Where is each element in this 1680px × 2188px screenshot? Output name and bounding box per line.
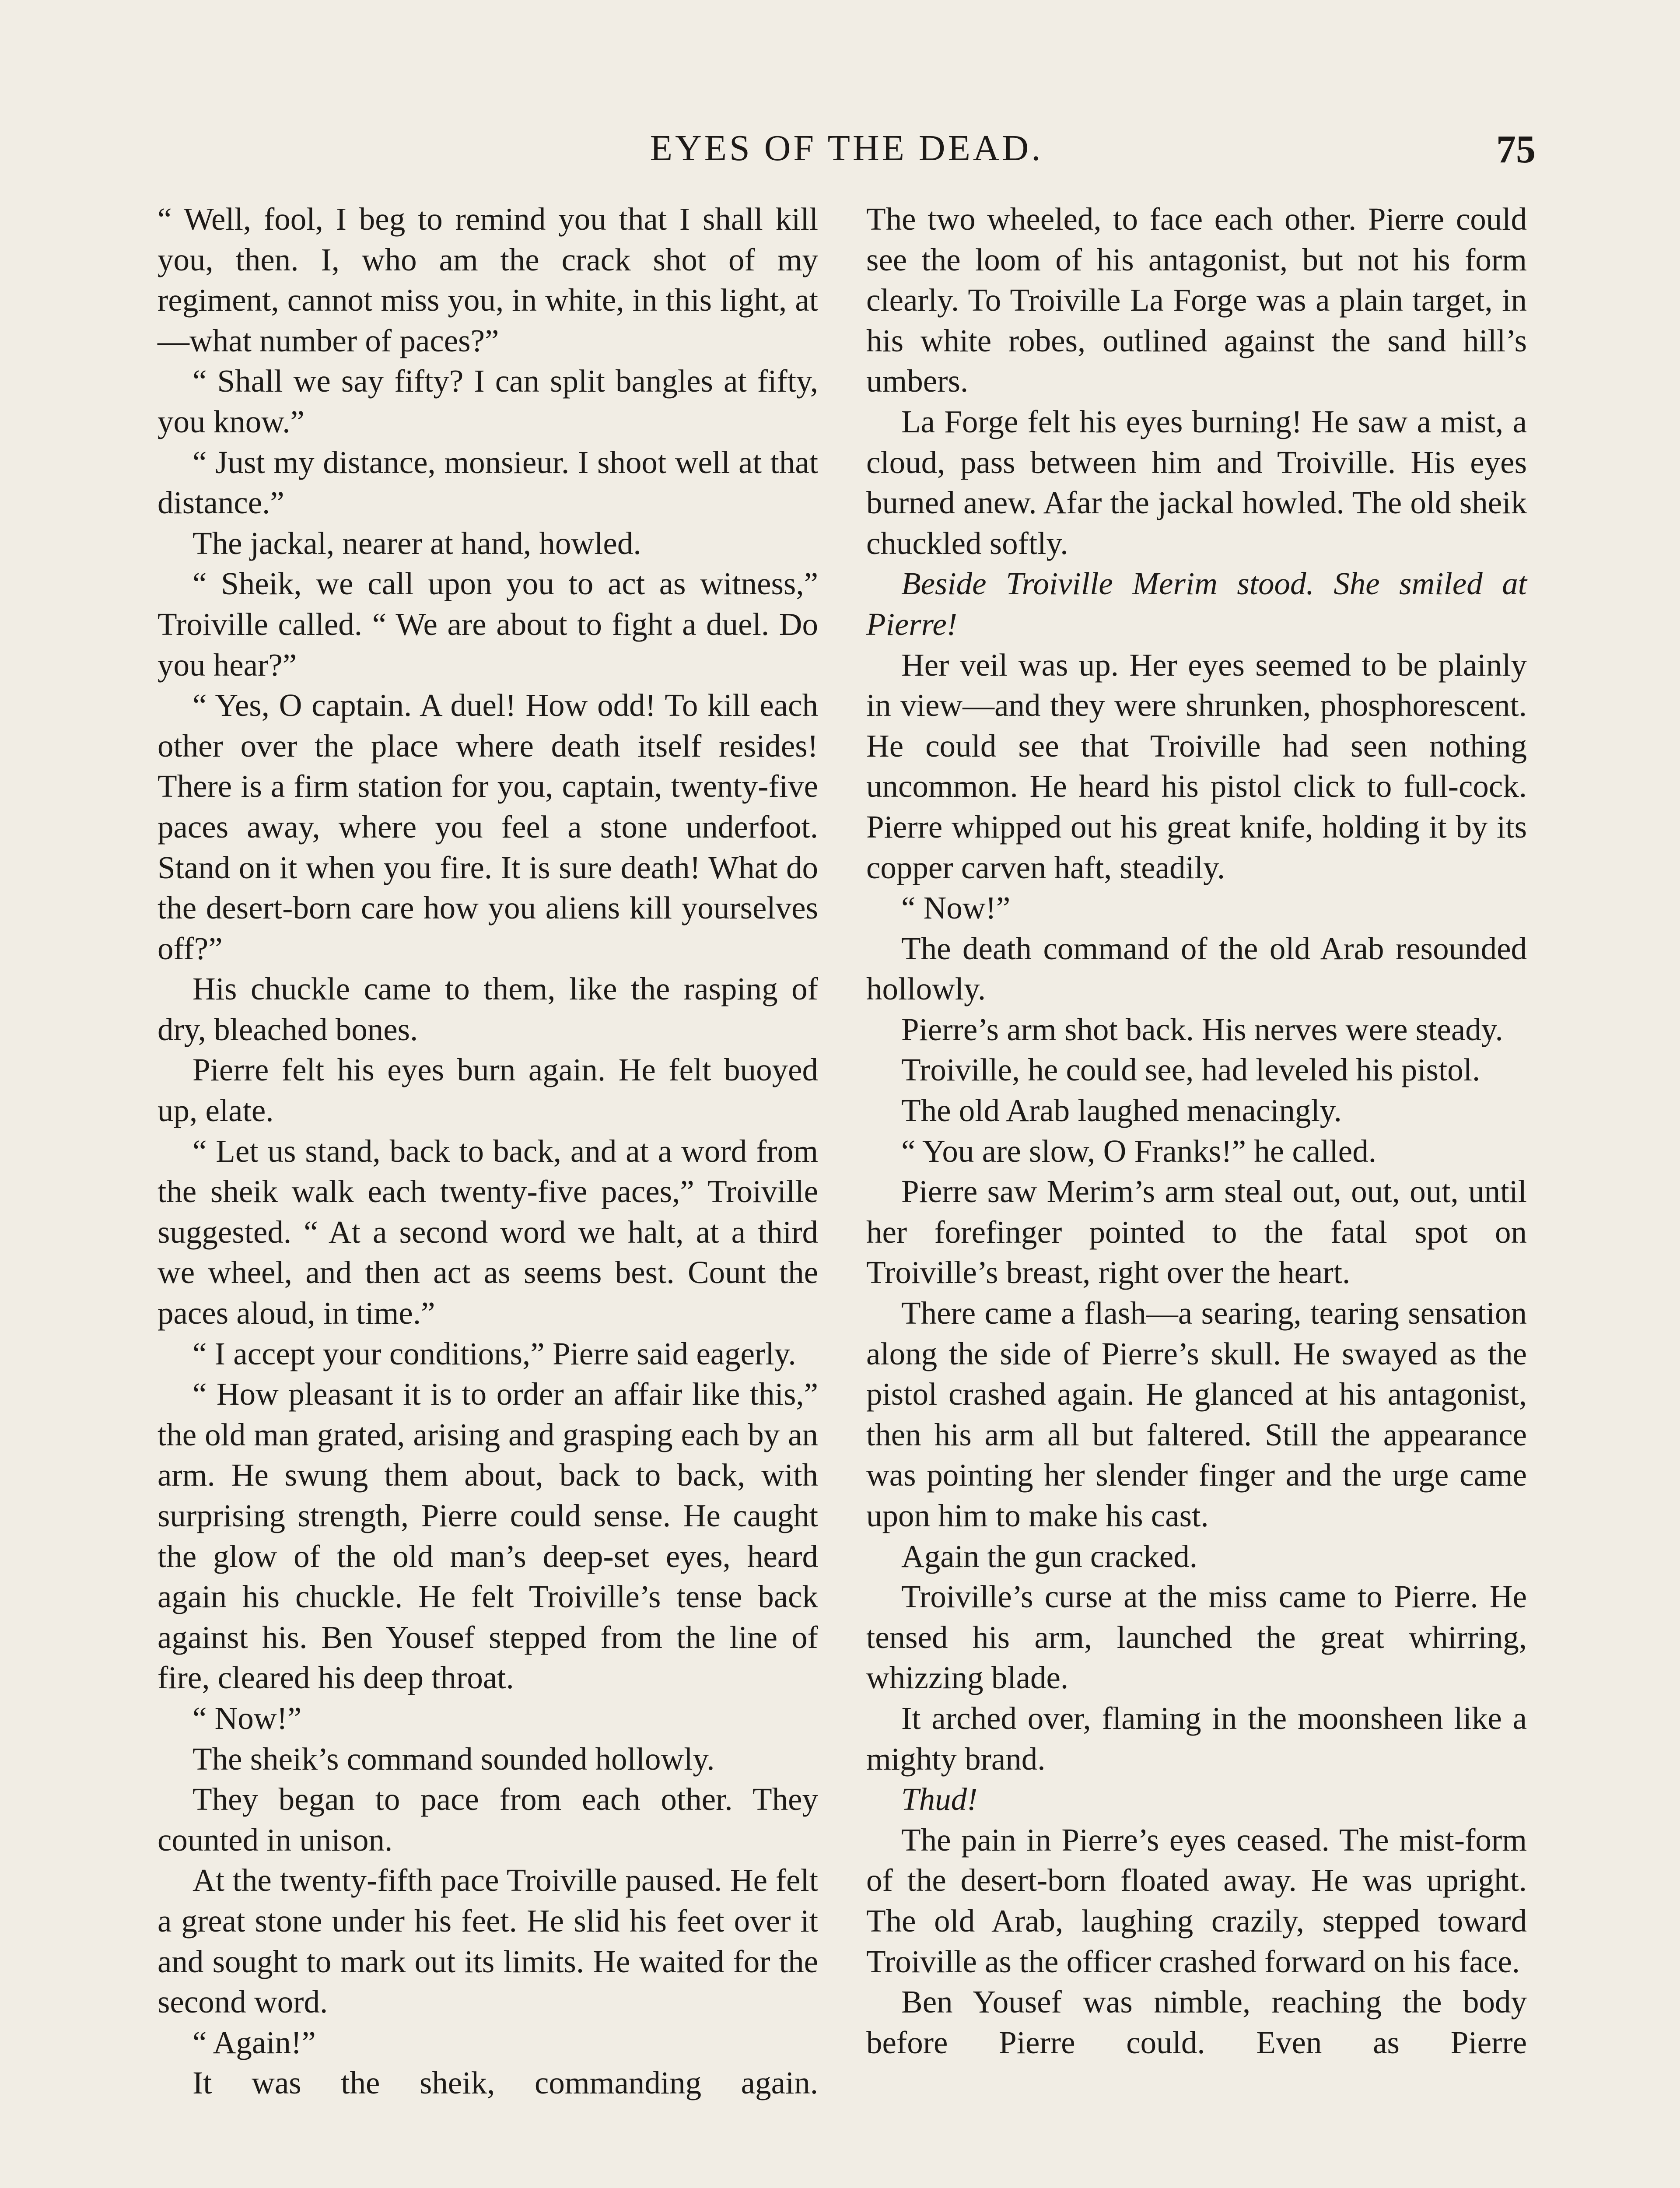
paragraph: His chuckle came to them, like the rasping of dry, bleached bones. bbox=[158, 971, 818, 1047]
paragraph: It was the sheik, commanding again. bbox=[192, 2065, 818, 2101]
page-number: 75 bbox=[1496, 128, 1536, 171]
paragraph: It arched over, flaming in the moonsheen like a mighty brand. bbox=[866, 1700, 1527, 1777]
left-text-column bbox=[158, 199, 818, 2104]
paragraph: “ Yes, O captain. A duel! How odd! To kill each other over the place where death itself resides! There is a firm station for you, captain, twenty-five paces away, where you feel a stone underfoot. Stand on it when you fire. It is sure death! What do the desert-born care how you aliens kill yourselves off?” bbox=[158, 687, 818, 966]
paragraph: “ I accept your conditions,” Pierre said eagerly. bbox=[192, 1336, 796, 1371]
paragraph: At the twenty-fifth pace Troiville paused. He felt a great stone under his feet. He slid his feet over it and sought to mark out its limits. He waited for the second word. bbox=[158, 1862, 818, 2020]
paragraph: The death command of the old Arab resounded hollowly. bbox=[866, 930, 1527, 1007]
paragraph: Again the gun cracked. bbox=[901, 1538, 1197, 1574]
paragraph: They began to pace from each other. They counted in unison. bbox=[158, 1781, 818, 1858]
paragraph: “ Shall we say fifty? I can split bangles at fifty, you know.” bbox=[158, 363, 818, 439]
paragraph: Ben Yousef was nimble, reaching the body before Pierre could. Even as Pierre bbox=[866, 1984, 1527, 2060]
paragraph: “ Sheik, we call upon you to act as witness,” Troiville called. “ We are about to fight a duel. Do you hear?” bbox=[158, 566, 818, 683]
paragraph: Beside Troiville Merim stood. She smiled at Pierre! bbox=[866, 566, 1527, 642]
paragraph: “ Again!” bbox=[192, 2024, 316, 2060]
paragraph: “ Well, fool, I beg to remind you that I shall kill you, then. I, who am the crack shot of my regiment, cannot miss you, in white, in this light, at—what number of paces?” bbox=[158, 201, 818, 358]
paragraph: La Forge felt his eyes burning! He saw a mist, a cloud, pass between him and Troiville. His eyes burned anew. Afar the jackal howled. The old sheik chuckled softly. bbox=[866, 403, 1527, 561]
paragraph: “ Now!” bbox=[901, 890, 1011, 926]
paragraph: Troiville, he could see, had leveled his pistol. bbox=[901, 1052, 1480, 1088]
paragraph: The two wheeled, to face each other. Pierre could see the loom of his antagonist, but not his form clearly. To Troiville La Forge was a plain target, in his white robes, outlined against the sand hill’s umbers. bbox=[866, 201, 1527, 399]
paragraph: “ Now!” bbox=[192, 1700, 302, 1736]
paragraph: “ Let us stand, back to back, and at a word from the sheik walk each twenty-five paces,” Troiville suggested. “ At a second word we halt, at a third we wheel, and then act as seems best. Count the paces aloud, in time.” bbox=[158, 1133, 818, 1331]
paragraph: “ Just my distance, monsieur. I shoot well at that distance.” bbox=[158, 444, 818, 521]
paragraph: The jackal, nearer at hand, howled. bbox=[192, 525, 641, 561]
paragraph: Pierre felt his eyes burn again. He felt buoyed up, elate. bbox=[158, 1052, 818, 1129]
paragraph: Troiville’s curse at the miss came to Pierre. He tensed his arm, launched the great whirring, whizzing blade. bbox=[866, 1579, 1527, 1696]
paragraph: The pain in Pierre’s eyes ceased. The mist-form of the desert-born floated away. He was upright. The old Arab, laughing crazily, stepped toward Troiville as the officer crashed forward on his face. bbox=[866, 1822, 1527, 1979]
paragraph: “ You are slow, O Franks!” he called. bbox=[901, 1133, 1376, 1169]
paragraph: Pierre saw Merim’s arm steal out, out, out, until her forefinger pointed to the fatal spot on Troiville’s breast, right over the heart. bbox=[866, 1174, 1527, 1290]
page-header bbox=[158, 127, 1536, 179]
right-text-column bbox=[866, 199, 1527, 2063]
paragraph: The old Arab laughed menacingly. bbox=[901, 1093, 1342, 1129]
paragraph: The sheik’s command sounded hollowly. bbox=[192, 1741, 715, 1777]
paragraph: There came a flash—a searing, tearing sensation along the side of Pierre’s skull. He swayed as the pistol crashed again. He glanced at his antagonist, then his arm all but faltered. Still the appearance was pointing her slender finger and the urge came upon him to make his cast. bbox=[866, 1295, 1527, 1533]
paragraph: “ How pleasant it is to order an affair like this,” the old man grated, arising and grasping each by an arm. He swung them about, back to back, with surprising strength, Pierre could sense. He caught the glow of the old man’s deep-set eyes, heard again his chuckle. He felt Troiville’s tense back against his. Ben Yousef stepped from the line of fire, cleared his deep throat. bbox=[158, 1376, 818, 1696]
paragraph: Pierre’s arm shot back. His nerves were steady. bbox=[901, 1011, 1503, 1047]
paragraph: Her veil was up. Her eyes seemed to be plainly in view—and they were shrunken, phosphorescent. He could see that Troiville had seen nothing uncommon. He heard his pistol click to full-cock. Pierre whipped out his great knife, holding it by its copper carven haft, steadily. bbox=[866, 647, 1527, 885]
paragraph: Thud! bbox=[901, 1781, 978, 1817]
running-title: EYES OF THE DEAD. bbox=[650, 128, 1043, 168]
